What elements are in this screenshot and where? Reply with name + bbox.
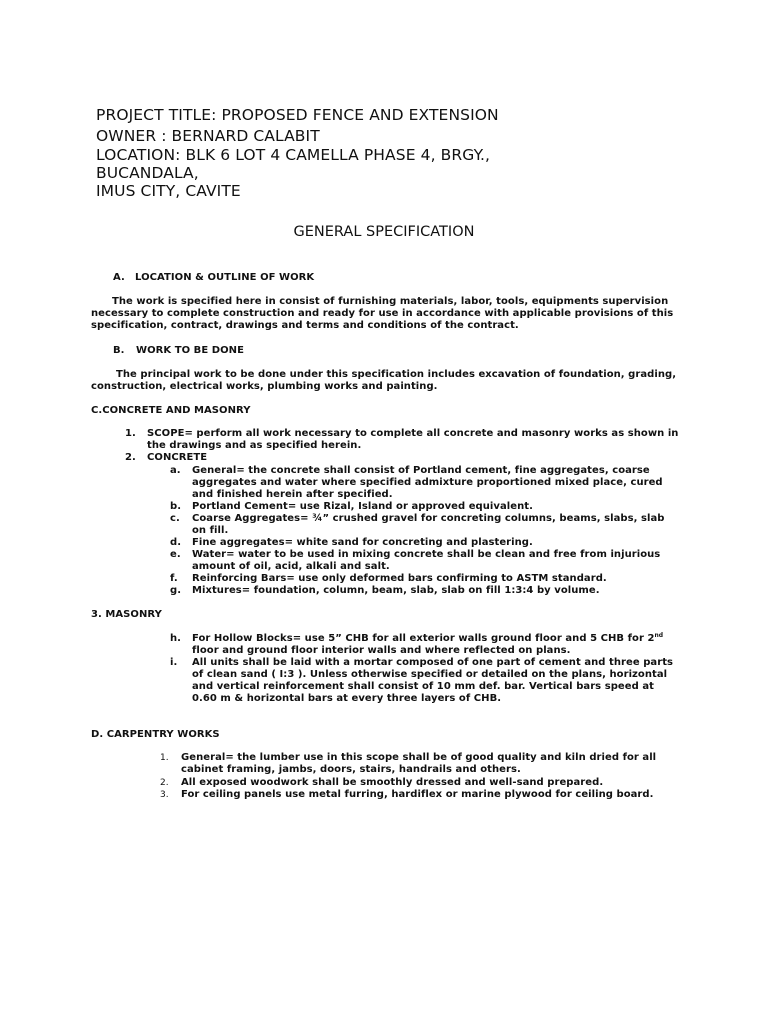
sub-item-line: Mixtures= foundation, column, beam, slab, slab on fill 1:3:4 by volume. [192, 585, 600, 596]
list-item-line: SCOPE= perform all work necessary to complete all concrete and masonry works as shown in [147, 428, 679, 439]
sub-item-line: General= the concrete shall consist of Portland cement, fine aggregates, coarse [192, 465, 650, 476]
section-a-para-line-3: specification, contract, drawings and terms and conditions of the contract. [91, 320, 519, 331]
section-3-heading: 3. MASONRY [91, 609, 162, 620]
list-item-line: cabinet framing, jambs, doors, stairs, handrails and others. [181, 764, 521, 775]
project-title: PROJECT TITLE: PROPOSED FENCE AND EXTENSION [96, 106, 499, 124]
sub-item-marker: b. [170, 501, 182, 512]
list-item-marker: 1. [125, 428, 136, 439]
sub-item-line: amount of oil, acid, alkali and salt. [192, 561, 390, 572]
sub-item-line: 0.60 m & horizontal bars at every three layers of CHB. [192, 693, 502, 704]
list-item-marker: 2. [160, 778, 169, 788]
sub-item-line: of clean sand ( I:3 ). Unless otherwise specified or detailed on the plans, horizontal [192, 669, 668, 680]
section-a-heading: LOCATION & OUTLINE OF WORK [135, 272, 315, 283]
list-item-line: For ceiling panels use metal furring, hardiflex or marine plywood for ceiling board. [181, 789, 654, 800]
section-b-heading: WORK TO BE DONE [136, 345, 244, 356]
sub-item-marker: a. [170, 465, 181, 476]
list-item-line: the drawings and as specified herein. [147, 440, 362, 451]
section-a-marker: A. [113, 272, 125, 283]
sub-item-marker: f. [170, 573, 178, 584]
sub-item-line: Coarse Aggregates= ¾” crushed gravel for concreting columns, beams, slabs, slab [192, 513, 665, 524]
sub-item-line: aggregates and water where specified admixture proportioned mixed place, cured [192, 477, 663, 488]
section-d-heading: D. CARPENTRY WORKS [91, 729, 220, 740]
section-a-para-line-2: necessary to complete construction and ready for use in accordance with applicable provisions of this [91, 308, 674, 319]
sub-item-marker: g. [170, 585, 182, 596]
location-line-1: LOCATION: BLK 6 LOT 4 CAMELLA PHASE 4, BRGY., [96, 146, 491, 164]
document-title: GENERAL SPECIFICATION [293, 224, 475, 240]
location-line-2: BUCANDALA, [96, 164, 199, 182]
sub-item-marker: d. [170, 537, 182, 548]
sub-item-text: For Hollow Blocks= use 5” CHB for all exterior walls ground floor and 5 CHB for 2 [192, 633, 655, 644]
list-item-marker: 2. [125, 452, 136, 463]
sub-item-line: Portland Cement= use Rizal, Island or approved equivalent. [192, 501, 533, 512]
section-b-marker: B. [113, 345, 125, 356]
sub-item-marker: c. [170, 513, 180, 524]
sub-item-marker: h. [170, 633, 182, 644]
owner-line: OWNER : BERNARD CALABIT [96, 127, 320, 145]
sub-item-line: on fill. [192, 525, 229, 536]
section-a-para-line-1: The work is specified here in consist of furnishing materials, labor, tools, equipments supervision [112, 296, 669, 307]
sub-item-line: and finished herein after specified. [192, 489, 393, 500]
list-item-line: All exposed woodwork shall be smoothly dressed and well-sand prepared. [181, 777, 604, 788]
sub-item-marker: e. [170, 549, 181, 560]
superscript: nd [654, 632, 664, 639]
sub-item-line: All units shall be laid with a mortar composed of one part of cement and three parts [192, 657, 674, 668]
location-line-3: IMUS CITY, CAVITE [96, 182, 241, 200]
sub-item-marker: i. [170, 657, 178, 668]
sub-item-line: Fine aggregates= white sand for concreting and plastering. [192, 537, 533, 548]
list-item-line: CONCRETE [147, 452, 208, 463]
sub-item-line: Reinforcing Bars= use only deformed bars confirming to ASTM standard. [192, 573, 607, 584]
list-item-marker: 1. [160, 753, 169, 763]
list-item-marker: 3. [160, 790, 169, 800]
section-b-para-line-1: The principal work to be done under this specification includes excavation of foundation, grading, [116, 369, 677, 380]
sub-item-line: floor and ground floor interior walls and where reflected on plans. [192, 645, 571, 656]
sub-item-line [192, 633, 663, 645]
sub-item-line: Water= water to be used in mixing concrete shall be clean and free from injurious [192, 549, 661, 560]
sub-item-line: and vertical reinforcement shall consist of 10 mm def. bar. Vertical bars speed at [192, 681, 654, 692]
section-b-para-line-2: construction, electrical works, plumbing works and painting. [91, 381, 438, 392]
section-c-heading: C.CONCRETE AND MASONRY [91, 405, 251, 416]
list-item-line: General= the lumber use in this scope shall be of good quality and kiln dried for all [181, 752, 657, 763]
